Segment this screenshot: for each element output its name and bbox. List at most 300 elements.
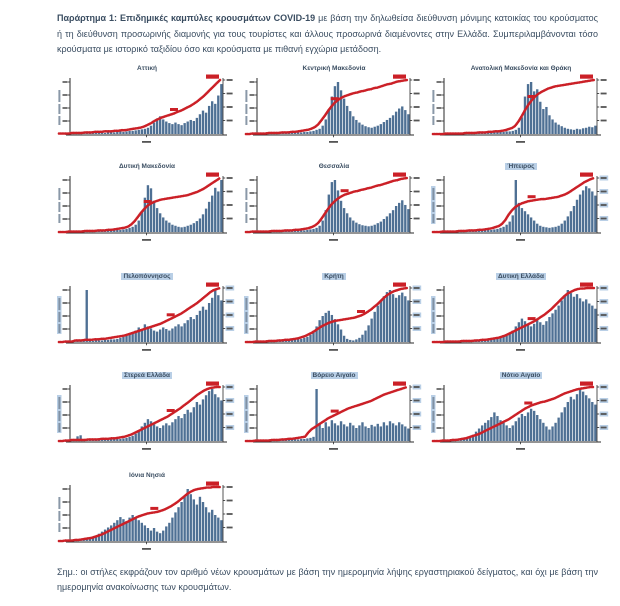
left-tick-label <box>437 107 442 109</box>
bar <box>128 131 130 134</box>
bar <box>131 131 133 134</box>
chart-title-row <box>56 64 238 74</box>
bar <box>401 106 403 134</box>
bar <box>358 224 360 232</box>
bar <box>331 97 333 134</box>
bar <box>346 426 348 441</box>
bar <box>318 320 320 342</box>
bar <box>144 324 146 342</box>
bar <box>196 402 198 441</box>
chart-title: Πελοπόννησος <box>123 273 171 280</box>
daily-cases-bars <box>257 82 409 134</box>
bar <box>211 101 213 134</box>
right-tick-label <box>227 413 233 415</box>
bar <box>490 133 492 134</box>
bar <box>370 319 372 342</box>
bar <box>594 126 596 134</box>
daily-cases-bars <box>444 82 596 134</box>
bar <box>551 426 553 441</box>
bar <box>220 300 222 342</box>
chart-title-row <box>243 371 425 381</box>
bar <box>190 494 192 541</box>
bar <box>92 341 94 342</box>
yaxis-label-smudge <box>245 411 247 421</box>
bar <box>318 424 320 441</box>
bar <box>113 523 115 541</box>
xaxis-label-smudge <box>516 239 525 241</box>
bar <box>349 111 351 134</box>
bar <box>156 532 158 541</box>
bar <box>367 325 369 342</box>
chart-title: Στερεά Ελλάδα <box>123 372 171 379</box>
left-tick-label <box>437 218 442 220</box>
bar <box>524 97 526 134</box>
bar <box>554 123 556 134</box>
bar <box>576 200 578 232</box>
right-tick-label <box>414 314 420 316</box>
bar <box>395 206 397 232</box>
left-tick-label <box>63 328 68 330</box>
bar <box>187 320 189 342</box>
bar <box>512 131 514 134</box>
yaxis-label-smudge <box>58 188 60 200</box>
bar <box>208 512 210 541</box>
bar <box>183 414 185 441</box>
bar <box>370 425 372 441</box>
bar <box>122 132 124 134</box>
yaxis-label-smudge <box>245 188 247 200</box>
bar <box>147 528 149 541</box>
bar <box>174 419 176 441</box>
bar <box>404 205 406 232</box>
bar <box>398 109 400 134</box>
bar <box>588 398 590 441</box>
cumulative-end-label <box>206 283 219 287</box>
left-tick-label <box>250 192 255 194</box>
right-tick-label <box>414 413 420 415</box>
right-tick-label <box>414 427 420 429</box>
right-tick-label <box>227 500 233 502</box>
bar <box>95 133 97 134</box>
bar <box>496 339 498 342</box>
bar <box>183 227 185 232</box>
bar <box>545 426 547 441</box>
bar <box>309 438 311 441</box>
chart-title: Κεντρική Μακεδονία <box>302 65 366 72</box>
cumulative-end-label <box>580 283 593 287</box>
bar <box>187 122 189 134</box>
xaxis-label-smudge <box>329 349 338 351</box>
left-tick-label <box>250 94 255 96</box>
bar <box>364 126 366 134</box>
bar <box>548 430 550 441</box>
bar <box>334 319 336 342</box>
bar <box>557 418 559 441</box>
bar <box>205 507 207 541</box>
bar <box>380 124 382 134</box>
bar <box>567 216 569 232</box>
bar <box>214 515 216 541</box>
right-tick-label <box>227 177 233 179</box>
bar <box>377 126 379 134</box>
bar <box>318 226 320 232</box>
bar <box>407 114 409 134</box>
bar <box>585 299 587 342</box>
bar <box>95 340 97 342</box>
bar <box>119 439 121 441</box>
yaxis-label-smudge <box>432 116 434 125</box>
bar <box>208 303 210 342</box>
bar <box>150 531 152 541</box>
yaxis-label-smudge <box>58 298 60 310</box>
yaxis-label-smudge <box>245 324 247 333</box>
bar <box>159 533 161 541</box>
bar <box>116 132 118 134</box>
bar <box>404 110 406 134</box>
bar <box>380 426 382 441</box>
yaxis-label-smudge <box>58 423 60 432</box>
bar <box>190 317 192 342</box>
bar <box>542 423 544 441</box>
bar <box>386 216 388 232</box>
bar <box>554 423 556 441</box>
bar <box>377 424 379 441</box>
bar <box>107 340 109 342</box>
bar <box>567 129 569 134</box>
bar <box>119 338 121 342</box>
bar <box>202 502 204 541</box>
bar <box>561 224 563 232</box>
chart-title-row <box>243 64 425 74</box>
bar <box>389 290 391 342</box>
chart-title-row <box>430 272 612 282</box>
bar <box>386 292 388 342</box>
footnote: Σημ.: οι στήλες εκφράζουν τον αριθμό νέων κρουσμάτων με βάση την ημερομηνία λήψης εργαστηριακού δείγματος, και όχι με βάση την ημερομηνία ανακοίνωσης των κρουσμάτων. <box>57 567 598 592</box>
bar <box>591 191 593 232</box>
left-tick-label <box>63 388 68 390</box>
bar <box>196 118 198 134</box>
right-tick-label <box>227 427 233 429</box>
bar <box>159 213 161 232</box>
bar <box>141 523 143 541</box>
bar <box>585 395 587 441</box>
bar <box>205 113 207 134</box>
chart-title-row <box>56 371 238 381</box>
yaxis-label-smudge <box>245 90 247 102</box>
bar <box>199 311 201 342</box>
right-tick-label <box>414 93 420 95</box>
right-tick-label <box>601 79 607 81</box>
bar <box>505 225 507 232</box>
yaxis-label-smudge <box>432 90 434 102</box>
yaxis-label-smudge <box>58 324 60 333</box>
bar <box>205 310 207 342</box>
left-tick-label <box>250 205 255 207</box>
yaxis-label-smudge <box>245 202 247 212</box>
right-tick-label <box>601 400 607 402</box>
bar <box>337 324 339 342</box>
bar <box>561 412 563 441</box>
bar <box>591 127 593 134</box>
right-tick-label <box>414 204 420 206</box>
bar <box>135 130 137 134</box>
bar <box>328 426 330 441</box>
yaxis-label-smudge <box>432 423 434 432</box>
bar <box>548 228 550 232</box>
bar <box>512 425 514 441</box>
left-tick-label <box>63 302 68 304</box>
bar <box>352 221 354 232</box>
bar <box>113 132 115 134</box>
bar <box>361 335 363 342</box>
bar <box>539 419 541 441</box>
bar <box>407 300 409 342</box>
bar <box>196 221 198 232</box>
right-tick-label <box>601 301 607 303</box>
left-tick-label <box>250 218 255 220</box>
cumulative-mid-label <box>167 313 175 316</box>
yaxis-label-smudge <box>432 324 434 333</box>
bar <box>205 209 207 232</box>
right-tick-label <box>414 287 420 289</box>
xaxis-label-smudge <box>142 141 151 143</box>
bar <box>116 520 118 541</box>
right-tick-label <box>227 486 233 488</box>
bar <box>135 517 137 541</box>
bar <box>570 211 572 232</box>
bar <box>545 107 547 134</box>
epidemic-curve-chart <box>243 172 425 255</box>
bar <box>153 528 155 541</box>
bar <box>374 312 376 342</box>
bar <box>144 129 146 134</box>
bar <box>122 337 124 342</box>
daily-cases-bars <box>444 389 596 441</box>
bar <box>217 96 219 134</box>
bar <box>122 438 124 441</box>
left-tick-label <box>63 179 68 181</box>
left-tick-label <box>437 81 442 83</box>
left-tick-label <box>437 388 442 390</box>
region-chart-cell <box>56 64 238 157</box>
right-tick-label <box>414 79 420 81</box>
right-tick-label <box>227 120 233 122</box>
bar <box>162 217 164 232</box>
epidemic-curve-chart <box>56 381 238 464</box>
bar <box>303 230 305 232</box>
bar <box>521 319 523 342</box>
right-tick-label <box>601 191 607 193</box>
xaxis-label-smudge <box>516 448 525 450</box>
cumulative-end-label <box>206 382 219 386</box>
left-tick-label <box>63 120 68 122</box>
bar <box>542 227 544 232</box>
bar <box>208 106 210 134</box>
left-tick-label <box>63 107 68 109</box>
left-tick-label <box>437 120 442 122</box>
bar <box>168 223 170 232</box>
bar <box>150 328 152 342</box>
bar <box>594 309 596 342</box>
yaxis-label-smudge <box>432 104 434 114</box>
bar <box>193 223 195 232</box>
left-tick-label <box>437 289 442 291</box>
epidemic-curve-chart <box>243 74 425 157</box>
bar <box>325 119 327 134</box>
cumulative-mid-label <box>524 402 532 405</box>
bar <box>325 422 327 441</box>
bar <box>150 126 152 134</box>
bar <box>199 218 201 232</box>
bar <box>177 124 179 134</box>
chart-title-row <box>243 272 425 282</box>
region-chart-cell <box>56 272 238 365</box>
bar <box>187 226 189 232</box>
bar <box>383 422 385 441</box>
left-tick-label <box>250 302 255 304</box>
bar <box>594 405 596 441</box>
right-tick-label <box>414 218 420 220</box>
bar <box>334 423 336 441</box>
bar <box>162 327 164 342</box>
bar <box>401 424 403 441</box>
bar <box>196 505 198 541</box>
bar <box>564 295 566 342</box>
appendix-description: με βάση την δηλωθείσα διεύθυνση μόνιμης κατοικίας του κρούσματος ή τη διεύθυνση προσωρινής διαμονής για τους τουρίστες και άλλους προσωρινά διαμένοντες στην Ελλάδα. Συμπεριλαμβάνονται τόσο κρούσματα με ιστορικό ταξιδίου όσο και κρούσματα με πιθανή εγχώρια μετάδοση. <box>57 13 598 54</box>
left-tick-label <box>437 401 442 403</box>
bar <box>502 132 504 134</box>
bar <box>309 335 311 342</box>
bar <box>383 219 385 232</box>
yaxis-label-smudge <box>432 411 434 421</box>
bar <box>367 226 369 232</box>
bar <box>199 497 201 541</box>
bar <box>138 130 140 134</box>
left-tick-label <box>250 315 255 317</box>
bar <box>364 331 366 342</box>
daily-cases-bars <box>70 290 222 342</box>
right-tick-label <box>414 328 420 330</box>
bar <box>374 225 376 232</box>
bar <box>358 123 360 134</box>
bar <box>561 126 563 134</box>
chart-title-row <box>430 371 612 381</box>
bar <box>576 294 578 342</box>
bar <box>110 525 112 541</box>
cumulative-mid-label <box>167 409 175 412</box>
cumulative-mid-label <box>331 97 339 100</box>
yaxis-label-smudge <box>245 298 247 310</box>
daily-cases-bars <box>70 389 222 441</box>
bar <box>551 119 553 134</box>
bar <box>208 202 210 232</box>
bar <box>343 336 345 342</box>
bar <box>564 128 566 134</box>
cumulative-end-label <box>206 75 219 79</box>
bar <box>557 306 559 342</box>
bar <box>567 290 569 342</box>
bar <box>135 225 137 232</box>
bar <box>180 326 182 342</box>
yaxis-label-smudge <box>245 214 247 223</box>
bar <box>187 489 189 541</box>
right-tick-label <box>227 93 233 95</box>
bar <box>588 188 590 232</box>
bar <box>86 290 88 342</box>
bar <box>545 321 547 342</box>
left-tick-label <box>437 94 442 96</box>
bar <box>162 531 164 541</box>
bar <box>177 416 179 441</box>
bar <box>343 424 345 441</box>
bar <box>355 120 357 134</box>
bar <box>312 229 314 232</box>
bar <box>570 129 572 134</box>
right-tick-label <box>414 177 420 179</box>
bar <box>147 185 149 232</box>
bar <box>309 229 311 232</box>
bar <box>177 227 179 232</box>
right-tick-label <box>227 287 233 289</box>
bar <box>165 423 167 441</box>
bar <box>217 397 219 441</box>
chart-title-row <box>56 162 238 172</box>
bar <box>536 415 538 441</box>
bar <box>509 428 511 441</box>
bar <box>398 295 400 342</box>
bar <box>174 512 176 541</box>
right-tick-label <box>414 386 420 388</box>
left-tick-label <box>63 94 68 96</box>
bar <box>576 394 578 441</box>
bar <box>389 118 391 134</box>
bar <box>383 296 385 342</box>
bar <box>395 298 397 342</box>
epidemic-curve-chart <box>56 481 238 564</box>
bar <box>398 203 400 232</box>
bar <box>306 132 308 134</box>
cumulative-mid-label <box>150 507 158 510</box>
yaxis-label-smudge <box>58 411 60 421</box>
daily-cases-bars <box>257 290 409 342</box>
region-chart-cell <box>243 371 425 464</box>
right-tick-label <box>601 328 607 330</box>
bar <box>220 520 222 541</box>
bar <box>539 322 541 342</box>
bar <box>551 313 553 342</box>
bar <box>328 195 330 232</box>
cumulative-mid-label <box>144 200 152 203</box>
bar <box>180 125 182 134</box>
bar <box>352 425 354 441</box>
bar <box>193 121 195 134</box>
bar <box>153 201 155 232</box>
yaxis-label-smudge <box>58 104 60 114</box>
bar <box>214 394 216 441</box>
region-chart-cell <box>56 471 238 564</box>
bar <box>315 389 317 441</box>
bar <box>220 84 222 134</box>
bar <box>125 229 127 232</box>
bar <box>573 130 575 134</box>
bar <box>530 326 532 342</box>
bar <box>322 126 324 134</box>
bar <box>193 499 195 541</box>
bar <box>383 122 385 134</box>
bar <box>374 127 376 134</box>
yaxis-label-smudge <box>432 312 434 322</box>
bar <box>159 330 161 342</box>
